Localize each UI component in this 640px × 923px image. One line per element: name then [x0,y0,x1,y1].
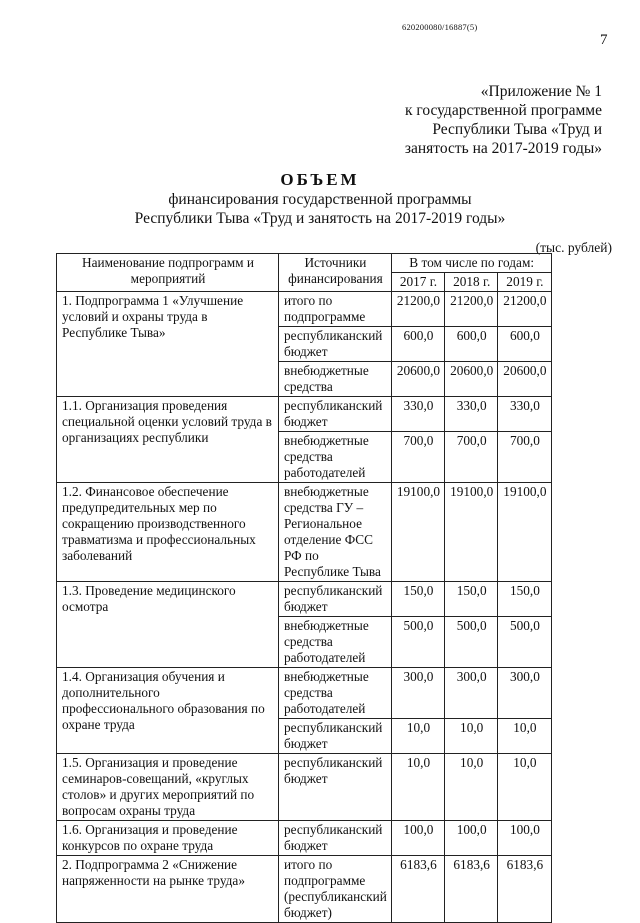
funding-source-cell: внебюджетные средства ГУ – Региональное отделение ФСС РФ по Республике Тыва [279,483,392,582]
funding-source-cell: итого по подпрограмме [279,292,392,327]
document-title [0,170,640,228]
year-amount-cell: 500,0 [445,617,498,668]
year-amount-cell: 500,0 [498,617,551,668]
appendix-line: занятость на 2017-2019 годы» [404,140,602,157]
year-amount-cell: 21200,0 [391,292,444,327]
year-amount-cell: 330,0 [445,397,498,432]
table-row [57,821,552,856]
program-name-cell: 2. Подпрограмма 2 «Снижение напряженности на рынке труда» [57,856,279,923]
document-id: 620200080/16887(5) [402,22,478,32]
year-amount-cell: 20600,0 [498,362,551,397]
table-row [57,483,552,582]
table-row [57,856,552,923]
program-name-cell: 1.5. Организация и проведение семинаров-совещаний, «круглых столов» и других мероприятий по вопросам охраны труда [57,754,279,821]
header-by-years: В том числе по годам: [391,254,551,273]
funding-source-cell: республиканский бюджет [279,397,392,432]
year-amount-cell: 100,0 [445,821,498,856]
year-amount-cell: 20600,0 [391,362,444,397]
table-row [57,292,552,327]
header-source: Источники финансирования [279,254,392,292]
funding-source-cell: внебюджетные средства работодателей [279,668,392,719]
year-amount-cell: 19100,0 [445,483,498,582]
year-amount-cell: 300,0 [445,668,498,719]
table-row [57,754,552,821]
year-amount-cell: 20600,0 [445,362,498,397]
year-amount-cell: 700,0 [445,432,498,483]
year-amount-cell: 100,0 [498,821,551,856]
program-name-cell: 1.1. Организация проведения специальной оценки условий труда в организациях республики [57,397,279,483]
page-number: 7 [600,32,608,48]
table-row [57,668,552,719]
year-amount-cell: 150,0 [391,582,444,617]
funding-source-cell: внебюджетные средства работодателей [279,617,392,668]
year-amount-cell: 300,0 [498,668,551,719]
year-amount-cell: 300,0 [391,668,444,719]
program-name-cell: 1.3. Проведение медицинского осмотра [57,582,279,668]
program-name-cell: 1.2. Финансовое обеспечение предупредительных мер по сокращению производственного травматизма и профессиональных заболеваний [57,483,279,582]
year-amount-cell: 330,0 [391,397,444,432]
year-amount-cell: 150,0 [498,582,551,617]
year-amount-cell: 500,0 [391,617,444,668]
header-year: 2019 г. [498,273,551,292]
units-label: (тыс. рублей) [535,240,612,255]
year-amount-cell: 10,0 [498,719,551,754]
funding-source-cell: республиканский бюджет [279,821,392,856]
funding-source-cell: внебюджетные средства работодателей [279,432,392,483]
year-amount-cell: 330,0 [498,397,551,432]
year-amount-cell: 10,0 [445,754,498,821]
year-amount-cell: 10,0 [391,719,444,754]
funding-source-cell: внебюджетные средства [279,362,392,397]
table-row [57,397,552,432]
title-main: ОБЪЕМ [280,170,360,189]
year-amount-cell: 100,0 [391,821,444,856]
year-amount-cell: 600,0 [445,327,498,362]
table-body [57,292,552,923]
year-amount-cell: 10,0 [445,719,498,754]
year-amount-cell: 6183,6 [391,856,444,923]
funding-source-cell: итого по подпрограмме (республиканский бюджет) [279,856,392,923]
year-amount-cell: 6183,6 [498,856,551,923]
program-name-cell: 1.4. Организация обучения и дополнительного профессионального образования по охране труда [57,668,279,754]
year-amount-cell: 6183,6 [445,856,498,923]
year-amount-cell: 19100,0 [391,483,444,582]
year-amount-cell: 19100,0 [498,483,551,582]
program-name-cell: 1. Подпрограмма 1 «Улучшение условий и охраны труда в Республике Тыва» [57,292,279,397]
year-amount-cell: 600,0 [391,327,444,362]
appendix-line: «Приложение № 1 [480,83,602,100]
year-amount-cell: 700,0 [391,432,444,483]
year-amount-cell: 21200,0 [445,292,498,327]
header-year: 2017 г. [391,273,444,292]
program-name-cell: 1.6. Организация и проведение конкурсов по охране труда [57,821,279,856]
appendix-line: к государственной программе [404,102,602,119]
funding-table [56,253,552,923]
appendix-caption [405,82,602,158]
year-amount-cell: 600,0 [498,327,551,362]
funding-source-cell: республиканский бюджет [279,719,392,754]
funding-source-cell: республиканский бюджет [279,582,392,617]
year-amount-cell: 10,0 [391,754,444,821]
year-amount-cell: 150,0 [445,582,498,617]
year-amount-cell: 21200,0 [498,292,551,327]
table-row [57,582,552,617]
funding-source-cell: республиканский бюджет [279,327,392,362]
appendix-line: Республики Тыва «Труд и [432,121,602,138]
funding-source-cell: республиканский бюджет [279,754,392,821]
header-year: 2018 г. [445,273,498,292]
header-name: Наименование подпрограмм и мероприятий [57,254,279,292]
year-amount-cell: 10,0 [498,754,551,821]
year-amount-cell: 700,0 [498,432,551,483]
title-subtitle: финансирования государственной программы [168,191,472,208]
title-subtitle: Республики Тыва «Труд и занятость на 2017-2019 годы» [134,210,506,227]
